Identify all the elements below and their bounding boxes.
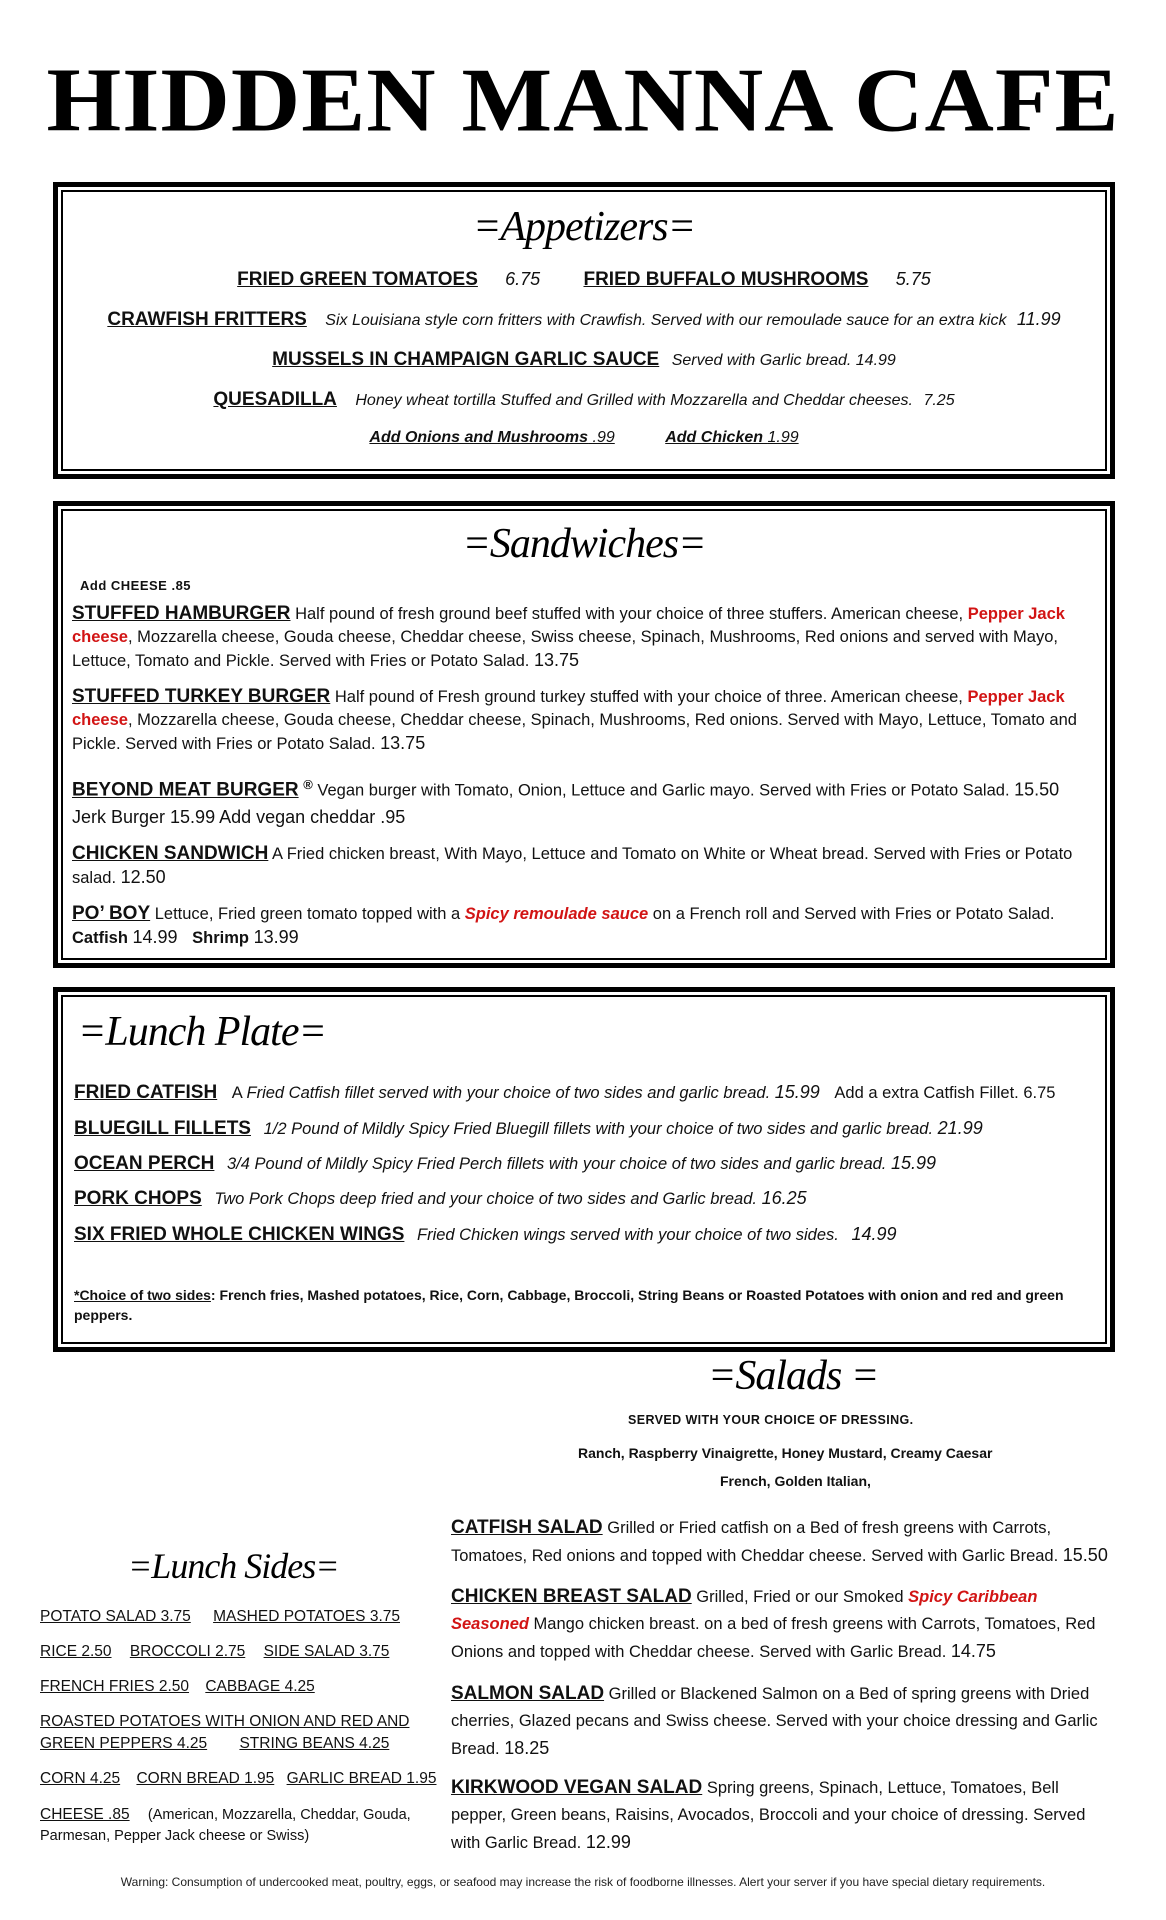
mussels-row bbox=[58, 349, 1110, 371]
side-cheese: CHEESE .85 bbox=[40, 1806, 130, 1823]
appetizer-addons-row bbox=[58, 429, 1110, 447]
stuffed-turkey-highlight: Pepper Jack cheese bbox=[72, 688, 1065, 729]
sides-row-1 bbox=[40, 1608, 400, 1626]
quesadilla-name: QUESADILLA bbox=[213, 389, 337, 410]
add-onions-price: .99 bbox=[592, 429, 615, 446]
appetizers-section bbox=[53, 182, 1115, 479]
fried-buffalo-mushrooms-name: FRIED BUFFALO MUSHROOMS bbox=[583, 269, 869, 290]
stuffed-hamburger-desc-2: , Mozzarella cheese, Gouda cheese, Cheddar cheese, Swiss cheese, Spinach, Mushrooms, Red onions and served with Mayo, Lettuce, Tomato and Pickle. Served with Fries or Potato Salad. bbox=[72, 628, 1058, 670]
salads-title: =Salads = bbox=[708, 1353, 879, 1399]
bluegill-item bbox=[74, 1118, 983, 1140]
chicken-wings-name: SIX FRIED WHOLE CHICKEN WINGS bbox=[74, 1224, 405, 1245]
add-chicken-price: 1.99 bbox=[767, 429, 799, 446]
side-rice: RICE 2.50 bbox=[40, 1643, 112, 1660]
fried-green-tomatoes-name: FRIED GREEN TOMATOES bbox=[237, 269, 478, 290]
beyond-meat-name: BEYOND MEAT BURGER bbox=[72, 779, 299, 801]
stuffed-hamburger-item bbox=[72, 602, 1102, 673]
lunch-plate-section bbox=[53, 987, 1115, 1352]
po-boy-shrimp-price: 13.99 bbox=[253, 927, 299, 947]
kirkwood-vegan-salad-name: KIRKWOOD VEGAN SALAD bbox=[451, 1777, 703, 1798]
sides-row-5 bbox=[40, 1735, 389, 1753]
po-boy-catfish-price: 14.99 bbox=[132, 927, 178, 947]
appetizers-row-1 bbox=[58, 269, 1110, 291]
quesadilla-row bbox=[58, 389, 1110, 411]
po-boy-desc-2: on a French roll and Served with Fries or Potato Salad. bbox=[652, 905, 1055, 923]
chicken-wings-item bbox=[74, 1224, 897, 1246]
po-boy-item bbox=[72, 902, 1102, 950]
fried-catfish-desc: Fried Catfish fillet served with your choice of two sides and garlic bread. bbox=[246, 1084, 771, 1102]
pork-chops-desc: Two Pork Chops deep fried and your choice of two sides and Garlic bread. bbox=[214, 1190, 757, 1208]
side-mashed-potatoes: MASHED POTATOES 3.75 bbox=[213, 1608, 400, 1625]
sides-row-4 bbox=[40, 1713, 409, 1731]
ocean-perch-item bbox=[74, 1153, 936, 1175]
chicken-breast-salad-desc-1: Grilled, Fried or our Smoked bbox=[696, 1588, 904, 1606]
chicken-breast-salad-desc-2: Mango chicken breast. on a bed of fresh greens with Carrots, Tomatoes, Red Onions and topped with Cheddar cheese. Served with Garlic Bread. bbox=[451, 1615, 1096, 1661]
beyond-meat-desc: Vegan burger with Tomato, Onion, Lettuce and Garlic mayo. Served with Fries or Potato Salad. bbox=[317, 781, 1010, 800]
stuffed-hamburger-name: STUFFED HAMBURGER bbox=[72, 603, 291, 624]
stuffed-turkey-price: 13.75 bbox=[380, 733, 426, 753]
side-cabbage: CABBAGE 4.25 bbox=[205, 1678, 315, 1695]
jerk-burger-extra: Jerk Burger 15.99 Add vegan cheddar .95 bbox=[72, 806, 406, 827]
dressings-line-1: Ranch, Raspberry Vinaigrette, Honey Mustard, Creamy Caesar bbox=[578, 1445, 993, 1461]
fried-catfish-name: FRIED CATFISH bbox=[74, 1082, 218, 1103]
side-broccoli: BROCCOLI 2.75 bbox=[129, 1643, 246, 1660]
stuffed-turkey-name: STUFFED TURKEY BURGER bbox=[72, 686, 331, 707]
po-boy-shrimp-label: Shrimp bbox=[192, 929, 249, 947]
sides-row-2 bbox=[40, 1643, 389, 1661]
stuffed-hamburger-desc-1: Half pound of fresh ground beef stuffed with your choice of three stuffers. American cheese, bbox=[295, 605, 964, 623]
kirkwood-vegan-salad-desc: Spring greens, Spinach, Lettuce, Tomatoes, Bell pepper, Green beans, Raisins, Avocados, Broccoli and your choice of dressing. Served with Garlic Bread. bbox=[451, 1779, 1086, 1852]
fried-catfish-lead: A bbox=[231, 1084, 242, 1102]
chicken-breast-salad-price: 14.75 bbox=[950, 1641, 996, 1661]
stuffed-turkey-desc-1: Half pound of Fresh ground turkey stuffed with your choice of three. American cheese, bbox=[334, 688, 963, 706]
crawfish-fritters-name: CRAWFISH FRITTERS bbox=[107, 309, 307, 330]
sides-row-6 bbox=[40, 1770, 436, 1788]
mussels-desc: Served with Garlic bread. 14.99 bbox=[671, 352, 896, 369]
sides-row-3 bbox=[40, 1678, 315, 1696]
appetizers-title: =Appetizers= bbox=[473, 204, 695, 250]
fried-catfish-price: 15.99 bbox=[774, 1082, 820, 1102]
registered-mark: ® bbox=[303, 777, 313, 792]
pork-chops-item bbox=[74, 1188, 807, 1210]
stuffed-hamburger-highlight: Pepper Jack cheese bbox=[72, 605, 1065, 646]
side-string-beans: STRING BEANS 4.25 bbox=[239, 1735, 390, 1752]
side-potato-salad: POTATO SALAD 3.75 bbox=[40, 1608, 191, 1625]
side-garlic-bread: GARLIC BREAD 1.95 bbox=[286, 1770, 437, 1787]
bluegill-name: BLUEGILL FILLETS bbox=[74, 1118, 251, 1139]
stuffed-turkey-item bbox=[72, 685, 1102, 756]
add-chicken-addon bbox=[665, 429, 798, 446]
chicken-breast-salad-item bbox=[451, 1583, 1111, 1666]
ocean-perch-desc: 3/4 Pound of Mildly Spicy Fried Perch fillets with your choice of two sides and garlic bread. bbox=[227, 1155, 887, 1173]
chicken-wings-desc: Fried Chicken wings served with your choice of two sides. bbox=[417, 1226, 839, 1244]
catfish-salad-item bbox=[451, 1514, 1111, 1570]
sides-choice-note bbox=[74, 1285, 1084, 1325]
stuffed-turkey-desc-2: , Mozzarella cheese, Gouda cheese, Cheddar cheese, Spinach, Mushrooms, Red onions. Served with Mayo, Lettuce, Tomato and Pickle. Served with Fries or Potato Salad. bbox=[72, 711, 1077, 753]
sides-row-7 bbox=[40, 1806, 411, 1824]
chicken-sandwich-desc: A Fried chicken breast, With Mayo, Lettuce and Tomato on White or Wheat bread. Served with Fries or Potato salad. bbox=[72, 845, 1073, 887]
chicken-sandwich-price: 12.50 bbox=[120, 867, 166, 887]
lunch-sides-title: =Lunch Sides= bbox=[128, 1546, 339, 1586]
fried-buffalo-mushrooms-price: 5.75 bbox=[895, 269, 931, 289]
chicken-sandwich-name: CHICKEN SANDWICH bbox=[72, 843, 269, 864]
salmon-salad-item bbox=[451, 1680, 1111, 1763]
po-boy-desc-1: Lettuce, Fried green tomato topped with a bbox=[154, 905, 461, 923]
add-chicken-label: Add Chicken bbox=[665, 429, 764, 446]
salmon-salad-desc: Grilled or Blackened Salmon on a Bed of spring greens with Dried cherries, Glazed pecans and Swiss cheese. Served with your choice dressing and Garlic Bread. bbox=[451, 1685, 1098, 1758]
fried-catfish-item bbox=[74, 1082, 1055, 1104]
po-boy-highlight: Spicy remoulade sauce bbox=[464, 905, 649, 923]
salmon-salad-name: SALMON SALAD bbox=[451, 1683, 605, 1704]
side-side-salad: SIDE SALAD 3.75 bbox=[263, 1643, 390, 1660]
lunch-plate-title: =Lunch Plate= bbox=[78, 1009, 326, 1055]
chicken-wings-price: 14.99 bbox=[851, 1224, 897, 1244]
salads-subtitle: SERVED WITH YOUR CHOICE OF DRESSING. bbox=[628, 1413, 914, 1427]
crawfish-fritters-desc: Six Louisiana style corn fritters with Crawfish. Served with our remoulade sauce for an extra kick bbox=[325, 312, 1007, 329]
sandwiches-section bbox=[53, 501, 1115, 968]
restaurant-title: HIDDEN MANNA CAFE bbox=[46, 48, 1120, 151]
kirkwood-vegan-salad-price: 12.99 bbox=[585, 1832, 631, 1852]
side-roasted-potatoes-line-1: ROASTED POTATOES WITH ONION AND RED AND bbox=[40, 1713, 410, 1730]
stuffed-hamburger-price: 13.75 bbox=[533, 650, 579, 670]
crawfish-fritters-row bbox=[58, 309, 1110, 331]
beyond-meat-price: 15.50 bbox=[1014, 779, 1060, 800]
chicken-sandwich-item bbox=[72, 842, 1102, 890]
beyond-meat-item bbox=[72, 772, 1102, 831]
side-roasted-potatoes-line-2: GREEN PEPPERS 4.25 bbox=[40, 1735, 208, 1752]
pork-chops-price: 16.25 bbox=[761, 1188, 807, 1208]
add-onions-label: Add Onions and Mushrooms bbox=[369, 429, 589, 446]
dressings-line-2: French, Golden Italian, bbox=[720, 1473, 871, 1489]
kirkwood-vegan-salad-item bbox=[451, 1774, 1111, 1857]
add-onions-addon bbox=[369, 429, 614, 446]
pork-chops-name: PORK CHOPS bbox=[74, 1188, 202, 1209]
crawfish-fritters-price: 11.99 bbox=[1016, 309, 1061, 329]
side-corn: CORN 4.25 bbox=[40, 1770, 121, 1787]
salmon-salad-price: 18.25 bbox=[504, 1738, 550, 1758]
bluegill-price: 21.99 bbox=[937, 1118, 983, 1138]
po-boy-name: PO’ BOY bbox=[72, 903, 151, 924]
side-cheese-options-2: Parmesan, Pepper Jack cheese or Swiss) bbox=[40, 1828, 310, 1844]
quesadilla-price: 7.25 bbox=[923, 392, 955, 409]
add-cheese-note: Add CHEESE .85 bbox=[80, 578, 192, 593]
catfish-salad-price: 15.50 bbox=[1062, 1545, 1108, 1565]
fried-green-tomatoes-price: 6.75 bbox=[505, 269, 541, 289]
catfish-salad-desc: Grilled or Fried catfish on a Bed of fresh greens with Carrots, Tomatoes, Red onions and topped with Cheddar cheese. Served with Garlic Bread. bbox=[451, 1519, 1059, 1565]
side-corn-bread: CORN BREAD 1.95 bbox=[136, 1770, 275, 1787]
mussels-name: MUSSELS IN CHAMPAIGN GARLIC SAUCE bbox=[272, 349, 660, 370]
po-boy-catfish-label: Catfish bbox=[72, 929, 128, 947]
bluegill-desc: 1/2 Pound of Mildly Spicy Fried Bluegill fillets with your choice of two sides and garlic bread. bbox=[263, 1120, 934, 1138]
extra-catfish-fillet: Add a extra Catfish Fillet. 6.75 bbox=[834, 1084, 1056, 1102]
sandwiches-title: =Sandwiches= bbox=[462, 521, 706, 567]
side-cheese-options-1: (American, Mozzarella, Cheddar, Gouda, bbox=[147, 1807, 411, 1823]
quesadilla-desc: Honey wheat tortilla Stuffed and Grilled with Mozzarella and Cheddar cheeses. bbox=[355, 392, 913, 409]
ocean-perch-price: 15.99 bbox=[891, 1153, 937, 1173]
chicken-breast-salad-highlight: Spicy Caribbean Seasoned bbox=[451, 1588, 1038, 1633]
food-safety-warning: Warning: Consumption of undercooked meat, poultry, eggs, or seafood may increase the risk of foodborne illnesses. Alert your server if you have special dietary requirements. bbox=[120, 1875, 1046, 1889]
chicken-breast-salad-name: CHICKEN BREAST SALAD bbox=[451, 1586, 692, 1607]
sides-choice-text: : French fries, Mashed potatoes, Rice, Corn, Cabbage, Broccoli, String Beans or Roasted Potatoes with onion and red and green peppers. bbox=[74, 1287, 1064, 1323]
sides-choice-label: *Choice of two sides bbox=[74, 1287, 211, 1303]
ocean-perch-name: OCEAN PERCH bbox=[74, 1153, 215, 1174]
side-french-fries: FRENCH FRIES 2.50 bbox=[40, 1678, 190, 1695]
catfish-salad-name: CATFISH SALAD bbox=[451, 1517, 603, 1538]
